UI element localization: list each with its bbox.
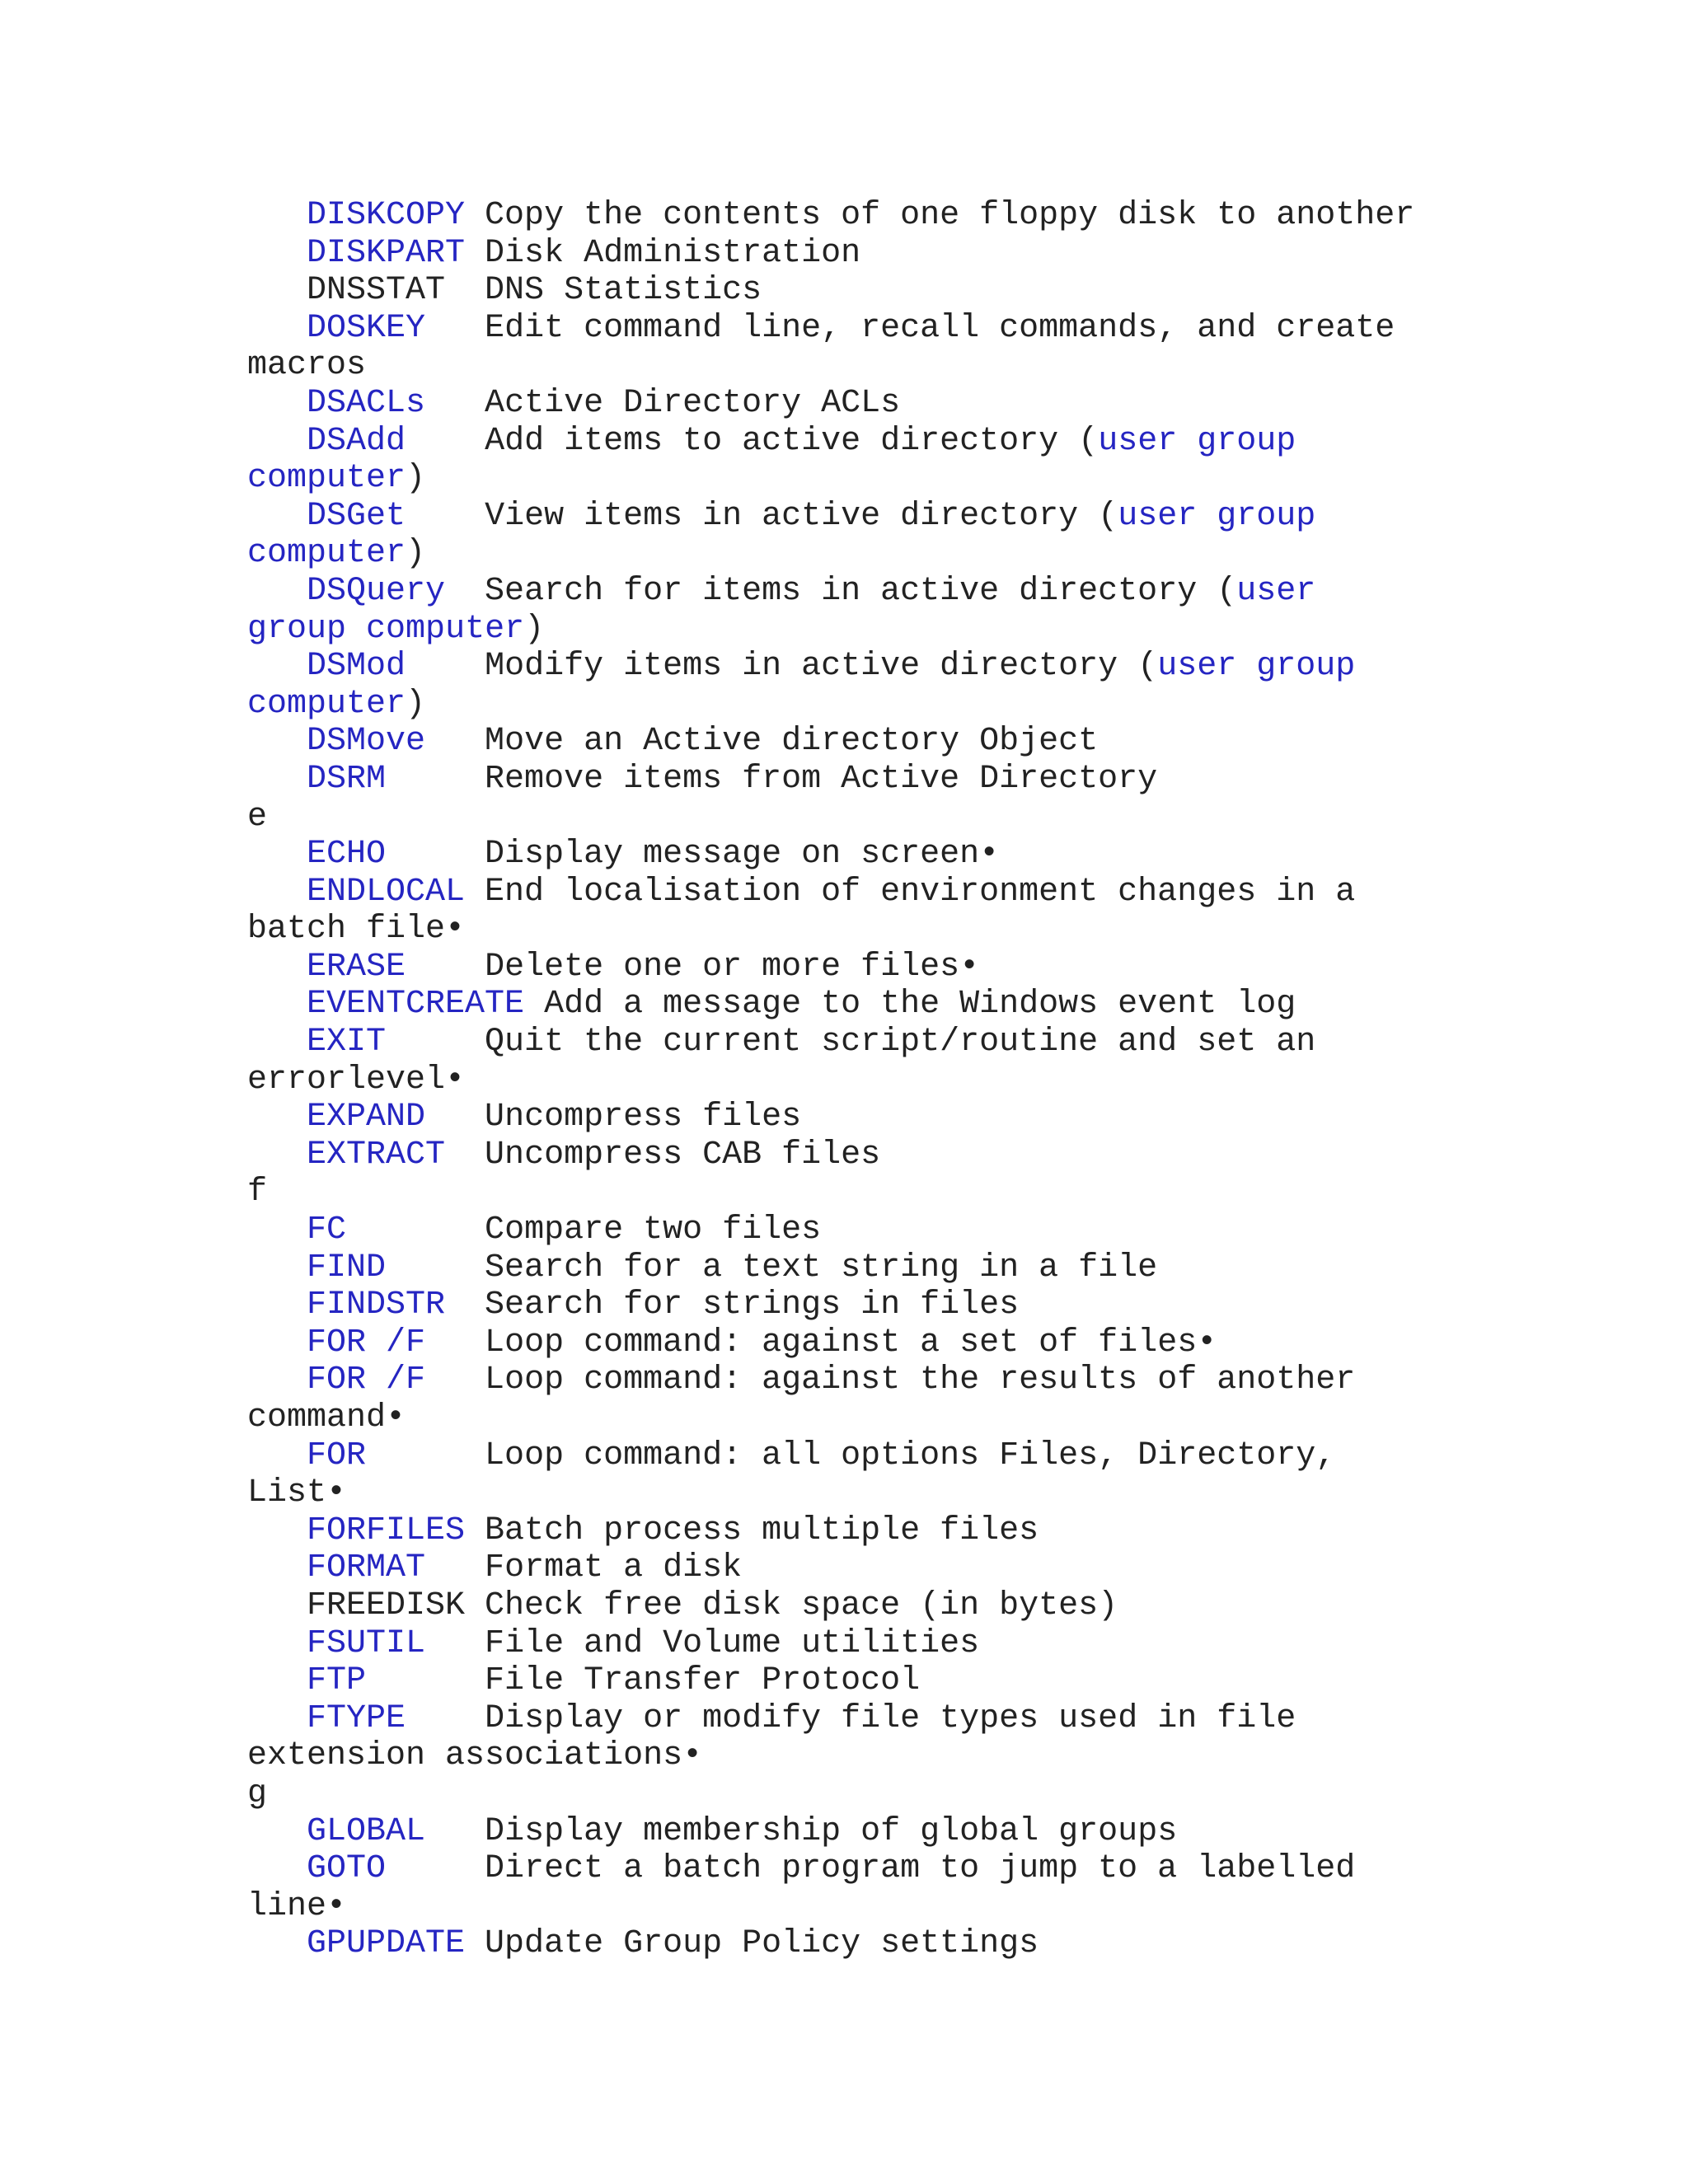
description-text [247,1099,307,1136]
command-link[interactable]: FINDSTR [307,1286,446,1324]
description-text: Quit the current script/routine and set an [386,1024,1316,1062]
text-line [247,1399,1648,1437]
description-text [1177,423,1197,460]
text-line [247,272,1648,310]
text-line [247,573,1648,611]
description-text [247,949,307,986]
command-link[interactable]: ECHO [307,836,387,874]
description-text [247,1925,307,1962]
text-line [247,385,1648,423]
text-line [247,911,1648,949]
text-line [247,1474,1648,1512]
command-link[interactable]: FIND [307,1249,387,1286]
description-text: Format a disk [425,1549,743,1587]
description-text: Uncompress files [425,1099,802,1137]
description-text [247,1137,307,1174]
text-line [247,1813,1648,1851]
description-text: Compare two files [346,1212,822,1249]
command-link[interactable]: DISKPART [307,234,466,272]
text-line [247,1137,1648,1174]
description-text [247,761,307,798]
text-line [247,1174,1648,1212]
description-text [247,874,307,911]
description-text [247,723,307,760]
description-text [247,1512,307,1549]
description-text: macros [247,347,367,385]
description-text [247,385,307,422]
text-line [247,949,1648,987]
description-text: ) [406,685,426,723]
text-line [247,1925,1648,1963]
description-text: g [247,1774,268,1812]
command-link[interactable]: computer [247,460,406,498]
description-text: ) [524,610,545,648]
text-line [247,648,1648,686]
command-link[interactable]: DSQuery [307,572,446,610]
text-line [247,1888,1648,1926]
description-text [346,611,366,648]
command-link[interactable]: DSACLs [307,384,426,422]
text-line [247,1249,1648,1287]
text-line [247,1099,1648,1137]
description-text [247,1813,307,1850]
command-link[interactable]: group [247,610,347,648]
text-line [247,1062,1648,1099]
command-link[interactable]: EXTRACT [307,1136,446,1174]
description-text [247,1212,307,1249]
text-line [247,1662,1648,1700]
description-text: DNSSTAT DNS Statistics [247,272,762,310]
command-link[interactable]: computer [366,610,525,648]
command-link[interactable]: DSAdd [307,422,406,460]
text-line [247,1024,1648,1062]
command-link[interactable]: FORMAT [307,1549,426,1587]
command-link[interactable]: user [1157,648,1237,686]
text-line [247,498,1648,536]
description-text [247,1700,307,1737]
description-text: f [247,1174,268,1212]
description-text: End localisation of environment changes in a [465,873,1356,911]
description-text: Uncompress CAB files [445,1136,881,1174]
command-link[interactable]: GPUPDATE [307,1925,466,1963]
description-text: command• [247,1399,406,1436]
text-line [247,1361,1648,1399]
command-link[interactable]: EXIT [307,1024,387,1062]
command-link[interactable]: EVENTCREATE [307,986,525,1024]
text-line [247,761,1648,799]
description-text: Search for strings in files [445,1286,1020,1324]
description-text: Update Group Policy settings [465,1925,1039,1963]
text-line [247,1850,1648,1888]
description-text: View items in active directory ( [406,497,1118,535]
command-link[interactable]: DSMod [307,648,406,686]
command-link[interactable]: EXPAND [307,1099,426,1137]
text-line [247,1625,1648,1663]
text-line [247,986,1648,1024]
text-line [247,1587,1648,1625]
description-text [247,235,307,272]
command-link[interactable]: FOR /F [307,1324,426,1361]
text-line [247,423,1648,461]
text-line [247,686,1648,724]
description-text: Display message on screen• [386,836,1000,874]
command-link[interactable]: FTP [307,1662,367,1700]
description-text: Search for items in active directory ( [445,572,1237,610]
text-line [247,535,1648,573]
description-text: File Transfer Protocol [366,1662,921,1700]
text-line [247,1775,1648,1813]
command-link[interactable]: DSRM [307,760,387,798]
description-text [247,1662,307,1699]
command-link[interactable]: group [1197,422,1296,460]
description-text: line• [247,1887,347,1925]
command-link[interactable]: ERASE [307,948,406,986]
text-line [247,1324,1648,1362]
description-text [247,423,307,460]
description-text: Delete one or more files• [406,948,980,986]
text-line [247,836,1648,874]
text-line [247,611,1648,649]
command-link[interactable]: FOR [307,1436,367,1474]
command-link[interactable]: DOSKEY [307,309,426,347]
description-text: Active Directory ACLs [425,384,901,422]
description-text [247,1850,307,1887]
description-text: Remove items from Active Directory [386,760,1158,798]
text-line [247,1512,1648,1550]
description-text: batch file• [247,911,466,949]
text-line [247,799,1648,837]
description-text: Copy the contents of one floppy disk to another [465,197,1415,234]
description-text: Search for a text string in a file [386,1249,1158,1286]
description-text: Disk Administration [465,234,861,272]
description-text: Edit command line, recall commands, and create [425,309,1395,347]
description-text: Direct a batch program to jump to a labelled [386,1850,1356,1888]
command-link[interactable]: user [1098,422,1178,460]
description-text [247,1437,307,1474]
description-text: Batch process multiple files [465,1511,1039,1549]
description-text: Loop command: against the results of another [425,1361,1356,1399]
text-line [247,460,1648,498]
command-link[interactable]: DSGet [307,497,406,535]
description-text [247,1324,307,1361]
description-text: FREEDISK Check free disk space (in bytes) [247,1586,1118,1624]
description-text [1236,648,1256,685]
description-text [247,310,307,347]
description-text [247,986,307,1023]
description-text: ) [406,460,426,498]
command-link[interactable]: FSUTIL [307,1624,426,1662]
text-line [247,874,1648,912]
command-link[interactable]: GLOBAL [307,1812,426,1850]
command-link[interactable]: ENDLOCAL [307,873,466,911]
command-link[interactable]: user [1118,497,1198,535]
description-text: List• [247,1474,347,1512]
command-link[interactable]: user [1236,572,1316,610]
description-text: ) [406,535,426,573]
text-line [247,1549,1648,1587]
description-text: extension associations• [247,1737,703,1775]
command-link[interactable]: computer [247,685,406,723]
text-line [247,197,1648,235]
description-text: Display membership of global groups [425,1812,1178,1850]
description-text [247,498,307,535]
description-text: Add items to active directory ( [406,422,1099,460]
command-link[interactable]: DSMove [307,723,426,761]
text-line [247,1700,1648,1738]
description-text: File and Volume utilities [425,1624,980,1662]
description-text [247,648,307,685]
command-link[interactable]: GOTO [307,1850,387,1888]
description-text: Loop command: all options Files, Directory, [366,1436,1336,1474]
description-text: Loop command: against a set of files• [425,1324,1217,1361]
description-text [247,1024,307,1061]
command-link[interactable]: computer [247,535,406,573]
description-text: Add a message to the Windows event log [524,986,1296,1024]
description-text: Move an Active directory Object [425,723,1099,761]
description-text [247,1361,307,1399]
text-line [247,310,1648,348]
description-text: e [247,798,268,836]
description-text [1197,498,1217,535]
text-line [247,347,1648,385]
description-text [247,1625,307,1662]
command-link[interactable]: FORFILES [307,1511,466,1549]
description-text [247,1249,307,1286]
text-line [247,1286,1648,1324]
description-text: errorlevel• [247,1061,466,1099]
text-line [247,235,1648,273]
text-line [247,723,1648,761]
command-reference-text [247,197,1648,1963]
text-line [247,1737,1648,1775]
description-text: Modify items in active directory ( [406,648,1158,686]
description-text [247,197,307,234]
description-text [247,836,307,873]
text-line [247,1212,1648,1249]
command-link[interactable]: group [1256,648,1356,686]
description-text [247,1549,307,1586]
description-text [247,1286,307,1324]
command-link[interactable]: FTYPE [307,1699,406,1737]
command-link[interactable]: group [1217,497,1316,535]
command-link[interactable]: FOR /F [307,1361,426,1399]
command-link[interactable]: DISKCOPY [307,197,466,234]
command-link[interactable]: FC [307,1212,347,1249]
description-text: Display or modify file types used in file [406,1699,1296,1737]
description-text [247,573,307,610]
text-line [247,1437,1648,1475]
